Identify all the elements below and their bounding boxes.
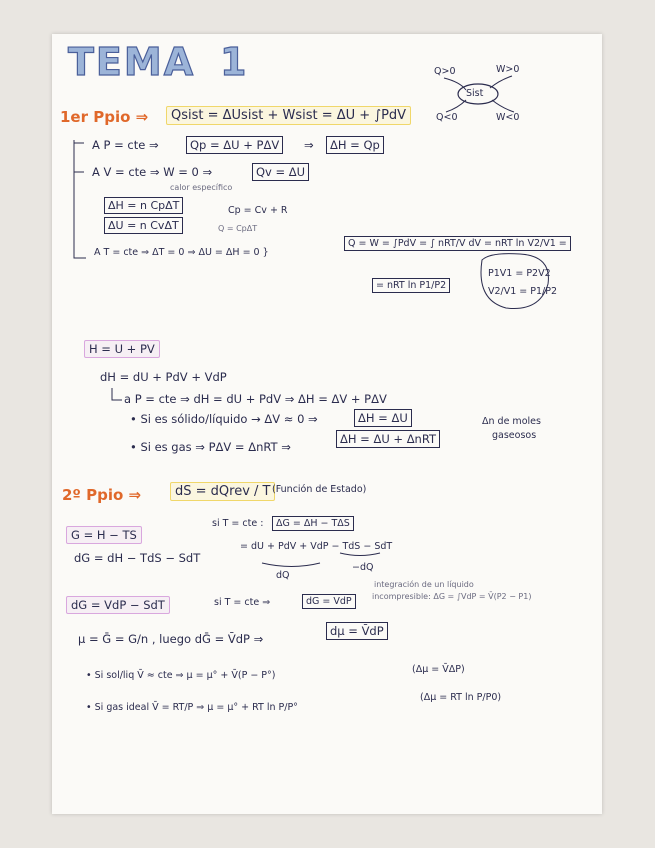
dh-gas-box: ΔH = ΔU + ΔnRT [336,430,440,448]
du-heat-capacity: ΔU = n CvΔT [104,217,183,234]
gas-case: • Si es gas ⇒ PΔV = ΔnRT ⇒ [130,440,291,454]
isochoric-line: A V = cte ⇒ W = 0 ⇒ [92,165,213,179]
dh-qp-box: ΔH = Qp [326,136,384,154]
state-function-note: (Función de Estado) [272,484,367,495]
moles-note: Δn de moles [482,416,541,427]
ideal-gas-delta: (Δμ = RT ln P/P0) [420,692,502,703]
qv-box: Qv = ΔU [252,163,309,181]
implies-arrow: ⇒ [304,138,314,152]
gibbs-definition: G = H − TS [66,526,142,544]
incompressible-note: incompresible: ΔG = ∫VdP = V̄(P2 − P1) [372,592,532,601]
solid-liquid-delta: (Δμ = V̄ΔP) [412,664,465,675]
solid-liquid-case: • Si es sólido/líquido → ΔV ≈ 0 ⇒ [130,412,318,426]
first-law-label: 1er Ppio ⇒ [60,108,149,126]
qp-box: Qp = ΔU + PΔV [186,136,283,154]
page-title-number: 1 [220,40,249,84]
gibbs-fundamental: dG = VdP − SdT [66,596,170,614]
isothermal-line: A T = cte ⇒ ΔT = 0 ⇒ ΔU = ΔH = 0 } [94,247,269,258]
solid-liquid-potential: • Si sol/liq V̄ ≈ cte ⇒ μ = μ° + V̄(P − P°) [86,670,276,681]
q-positive-label: Q>0 [434,66,456,77]
gaseous-note: gaseosos [492,430,537,441]
dmu-box: dμ = V̄dP [326,622,388,640]
page-title: TEMA [68,40,196,84]
enthalpy-differential: dH = dU + PdV + VdP [100,370,227,384]
isothermal-pressure-box: = nRT ln P1/P2 [372,278,450,293]
isothermal-condition-2: si T = cte ⇒ [214,597,271,608]
system-label: Sist [466,88,484,99]
delta-g-box: ΔG = ΔH − TΔS [272,516,354,531]
volume-pressure-ratio: V2/V1 = P1/P2 [488,286,558,297]
boyle-law: P1V1 = P2V2 [488,268,551,279]
first-law-equation: Qsist = ΔUsist + Wsist = ΔU + ∫PdV [166,106,411,125]
gibbs-expansion: = dU + PdV + VdP − TdS − SdT [240,541,393,552]
dg-vdp-box: dG = VdP [302,594,356,609]
dq-label: dQ [276,570,290,581]
dh-du-box: ΔH = ΔU [354,409,412,427]
isothermal-work-box: Q = W = ∫PdV = ∫ nRT/V dV = nRT ln V2/V1 = [344,236,571,251]
isobaric-line: A P = cte ⇒ [92,138,159,152]
ideal-gas-potential: • Si gas ideal V̄ = RT/P ⇒ μ = μ° + RT ln P/P° [86,702,298,713]
q-negative-label: Q<0 [436,112,458,123]
dh-heat-capacity: ΔH = n CpΔT [104,197,183,214]
liquid-integration-note: integración de un líquido [374,580,474,589]
second-law-label: 2º Ppio ⇒ [62,486,142,504]
specific-heat-note: calor específico [170,183,233,192]
enthalpy-definition: H = U + PV [84,340,160,358]
chemical-potential: μ = Ḡ = G/n , luego dḠ = V̄dP ⇒ [78,632,264,646]
isothermal-condition: si T = cte : [212,518,264,529]
w-positive-label: W>0 [496,64,520,75]
entropy-definition: dS = dQrev / T [170,482,275,501]
gibbs-differential: dG = dH − TdS − SdT [74,551,201,565]
minus-dq-label: −dQ [352,562,374,573]
q-cp-note: Q = CpΔT [218,224,258,233]
mayer-relation: Cp = Cv + R [228,205,288,216]
w-negative-label: W<0 [496,112,520,123]
enthalpy-isobaric: a P = cte ⇒ dH = dU + PdV ⇒ ΔH = ΔV + PΔV [124,392,387,406]
